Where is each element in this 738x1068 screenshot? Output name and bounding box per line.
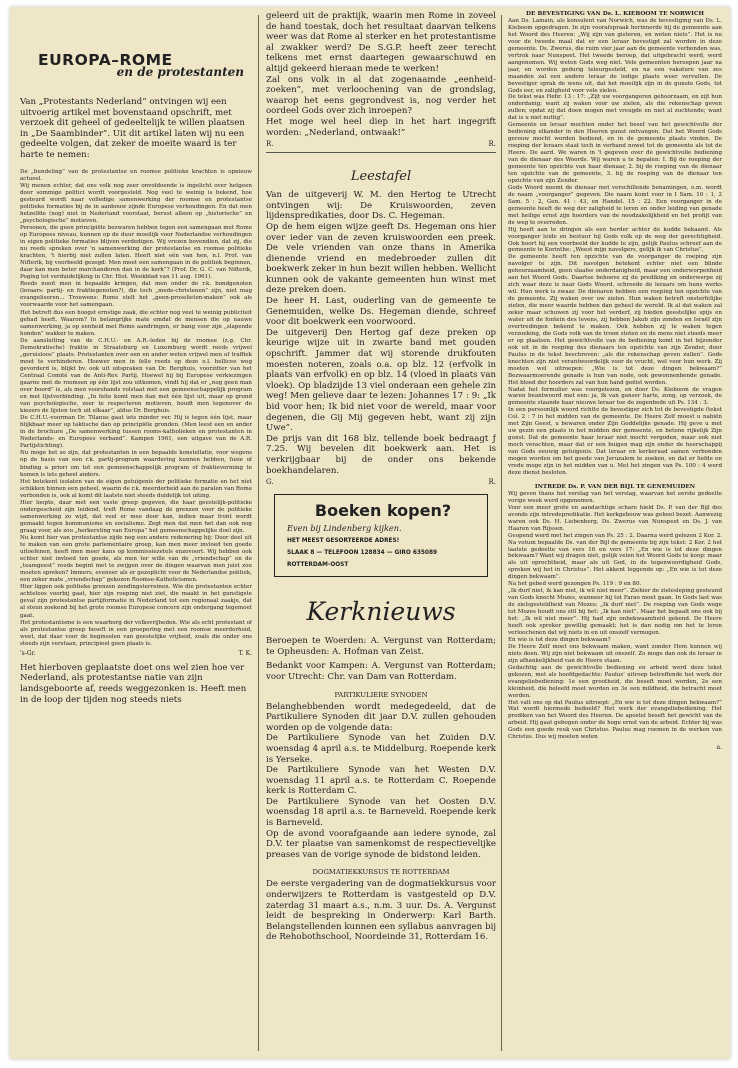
signature-initial: R.	[488, 478, 496, 487]
paragraph: Het betreft dus een hoogst ernstige zaak, die echter nog veel te weinig publiciteit gehad heeft. Waarom? In belangrijke mate omdat de mensen die op nauwe samenwerking, ja op eenheid met Rome aandringen, er bang voor zijn „slapende honden” wakker te maken.	[20, 309, 252, 337]
synoden-body: Belanghebbenden wordt medegedeeld, dat de Partikuliere Synoden dit jaar D.V. zullen gehouden worden op de volgende data: De Partikuliere Synode van het Zuiden D.V. woensdag 4 april a.s. te Middelburg. Roepende kerk is Yerseke. De Partikuliere Synode van het Westen D.V. woensdag 11 april a.s. te Rotterdam C. Roepende kerk is Rotterdam C. De Partikuliere Synode van het Oosten D.V. woensdag 18 april a.s. te Barneveld. Roepende kerk is Barneveld. Op de avond voorafgaande aan iedere synode, zal D.V. ter plaatse van samenkomst de respectievelijke preases van de vorige synode de bidstond leiden.	[266, 701, 496, 860]
article-subtitle: en de protestanten	[116, 65, 244, 79]
newspaper-page	[10, 7, 730, 1059]
bookshop-advertisement	[274, 494, 488, 577]
dogmatiek-body: De eerste vergadering van de dogmatiekkursus voor onderwijzers te Rotterdam is vastgesteld op D.V. zaterdag 31 maart a.s., n.m. 3 uur. Ds. A. Vergunst leidt de bespreking in Onderwerp: Karl Barth. Belangstellenden kunnen een syllabus aanvragen bij de Rehobothschool, Noordeinde 31, Rotterdam 16.	[266, 879, 496, 943]
column-divider	[501, 15, 502, 1051]
signature-initial: R.	[266, 140, 274, 149]
paragraph: Nu moge het so zijn, dat protestanten in een bepaalde konstellatie, voor wegens op de basis van een r.k. partij-program waardering kunnen hebben, fusie of binding a priori om tot een gemeenschappelijk program of fraktievorming te komen is iets geheel anders.	[20, 450, 252, 478]
kerknieuws-heading: Kerknieuws	[306, 597, 456, 627]
paragraph: De „bundeling” van de protestantse en roomse politieke krachten is opnieuw actueel.	[20, 168, 252, 182]
bevestiging-body: Aan Ds. Lamain, als konsulent van Norwich, was de bevestiging van Ds. L. Kieboom opgedragen. In zijn voorafspraak herinnerde hij de gemeente aan het Woord des Heeren: „Wij zijn van gisteren, en weten niets”. Het is nu voor de tweede maal dat er een leraar bevestigd zal worden in deze gemeente. Ds. Zwerus, die ruim vier jaar aan de gemeente verbonden was, vertrok naar Nunspeet. Het tweede beroep, dat uitgebracht werd, werd aangenomen. Wij weten Gods weg niet. Vele gemeenten beroepen jaar na jaar, en worden gedurig teleurgesteld, en na een vakature van zes maanden zal een andere leraar de ledige plaats weer vervullen. De bevestiger sprak de wens uit, dat het moeilijk zijn in de gunste Gods, tot Gods eer, en zaligheid voor vele zielen. De tekst was Hebr. 13 : 17: „Zijt uw voorgangeren gehoorzaam, en zijt hun onderdanig; want zij waken voor uw zielen, als die rekenschap geven zullen; opdat zij dat doen mogen met vreugde en niet al zuchtende; want dat is u niet nuttig”. Gemeente en leraar mochten onder het besef van het gewichtvolle der bediening elkander in den Heeren gunst ontvangen. Dat het Woord Gods gerouw mocht worden bediend, en in de gemeente plaats vinden. De roeping der leraars staat toch in verband nowel tot de gemeente als tot de Heere. De aard. We waren in 't gegeven over de gewichtvolle bediening van de dienaar des Woords. Wij waren u te bepalen: I. Bij de roeping der gemeente ten opzichte van haar dienaar, 2. bij de roeping van de dienaar ten opzichte van de gemeente, 3. bij de roeping van de dienaar ten opzichte van zijn Zender. Gods Woord noemt de dienaar met verschillende benamingen, o.m. wordt de naam „voorganger” gegeven. Die naam komt voor in I Sam. 10 : 1, 2 Sam. 5 : 2, Gen. 41 : 43, en Handel. 15 : 22. Een voorganger in de gemeente heeft de weg der zaligheid te leren en onder leiding van genade met heilige ernst zijn hoorders van de noodzakelijkheid en het profijt van de weg te overreden. Hij heeft aan te dringen als een herder achter de kudde bekaamt. Als voorganger leide en bestuur hij Gods volk op de weg der gerechtigheid. Ook hoort hij een voorbeeld der kudde te zijn, gelijk Paulus schreef aan de gemeente te Korinthe: „Weest mijn navolgers, gelijk ik van Christus”. De gemeente heeft ten opzichte van de voorganger de roeping zijn navolger te zijn. Dit navolgen betekent echter niet een blinde gehoorzaamheid, geen slaafse onderdanigheid, maar een onderworpenheid aan het Woord Gods. Daartoe behoeve zij de prediking en onderwerpe zij zich waar deze is naar Gods Woord, schreede de leraars om huns werks wil. Hun werk is zwaar. De dienaren hebben een roeping ten opzichte van de gemeente. Zij waken over uw zielen. Hun waken betreft onsterfelijke zielen, die meer waarde hebben dan geheel de wereld. Ik al dat waken zal zeker maar schuwen zij voor het verderf, zij hieden geestelijke spijs en water uit de fontein des levens, zij hebben Jakob zijn zonden en Israël zijn overtredingen bekend te maken. Ook hebben zij te waken tegen verzoeking, die Gods volk van de troon stoten en de mens niet steeds meer er op plaatsen. Het gewichtvolle van de bediening komt in het bijzonder ook uit in de roeping des dienaars ten opzichte van zijn Zender, door Paulus in de tekst beschreven: „als die rekenschap geven zullen”. Gods knechten zijn niet verantwoordelijk voor de vrucht, wel voor hun werk. Zij moeten wel uitroepen: „Wie is tot deze dingen bekwaam?” Bezwaarmoerende genade is hun van node, ook gewonnenbende genade. Het bloed der hoorders zal van hun hand geëist worden. Nadat het formulier was voorgelezen, en door Ds. Kieboom de vragen waren beantwoord met een: ja, Ik van ganser harte, zong, op verzoek, de gemeente staande haar nieuwe leraar toe de zegenbede uit Ps. 134 : 3. In een persoonlijk woord richtte de bevestiger zich tot de bevestigde (tekst Col. 2 : 7 in het midden van de gemeente. De Heere Zelf moest u nabiën met Zijn Geest, u bewaren onder Zijn Goddelijke genade. Hij geve u met uw gezin een plaats in het midden der gemeente, en betone rijkelijk Zijn gunst. Dat de gemeente haar leraar niet mocht vergoden, maar ook niet moch verachten, maar dat er een buigen mag zijn onder de heerschappij van Gods eeuwig getuigenis. Dat leraar en kerkeraad samen verbonden mogen worden om het goede van Jeruzalem te zoeken, en dat er liefde en vrede moge zijn in het midden van u. Met het zingen van Ps. 100 : 4 werd deze dienst besloten.	[508, 18, 722, 476]
right-column	[508, 11, 722, 1053]
intrede-heading: INTREDE Ds. P. VAN DER BIJL TE GENEMUIDEN	[534, 483, 696, 490]
ad-city: ROTTERDAM-OOST	[287, 562, 349, 569]
paragraph: Hier loopte, daar met een vaste greep gegeven, die haar geestelijk-politieke ondergescheid zijn leidend, treft Rome vandaag de grenzen voor de politieke samenwerking zo wijd, dat veel er mee door kan, indien maar front wordt gemaakt tegen kommunisme en socialisme. Zegt men dat men het dan ook nog graag voor, als zou „herkersting van Europa” het gemeenschappelijke doel zijn.	[20, 499, 252, 534]
synoden-heading: PARTIKULIERE SYNODEN	[334, 690, 428, 699]
signature-initial: G.	[266, 478, 274, 487]
article-body	[20, 169, 252, 657]
article-intro: Van „Protestants Nederland” ontvingen wij een uitvoerig artikel met bovenstaand opschrift, met verzoek dit geheel of gedeeltelijk te willen plaatsen in „De Saambinder”. Uit dit artikel laten wij nu een gedeelte volgen, dat zeker de moeite waard is ter harte te nemen:	[20, 97, 245, 160]
paragraph: Het protestantisme is een waarborg der volksvrijheden. Wie als echt protestant of als protestantse groep beseft in een groepering met een roomse meerderheid, weet, dat daar voor de beginselen van geestelijke vrijheid, zoals die onder ons steeds zijn verstaan, principieel geen plaats is.	[20, 619, 252, 647]
intrede-body: Wij geven thans het verslag van het verslag, waarvan het eerste gedeelte vorige week werd opgenomen. Voor een meer grote en aandachtige schare hield Ds. P. van der Bijl des avonds zijn intredepredikatie. Het kerkgebouw was geheel bezet. Aanwezig waren ook Ds. H. Liebenberg, Ds. Zwerus van Nunspeet en Ds. J. van Haaren van Rijssen. Geopend werd met het zingen van Ps. 25 : 2. Daarna werd gelezen 2 Kor. 2. Na votum bepaalde Ds. van der Bijl de gemeente bij zijn tekst: 2 Kor. 2 het laatste gedeelte van vers 16 en vers 17: „En wie is tot deze dingen bekwaam? Want wij dragen niet, gelijk velen het Woord Gods te koop: maar als uit oprechtheid, maar als uit God, in de tegenwoordigheid Gods, spreken wij het in Christus”. Het akkent leggende op: „En wie is tot deze dingen bekwaam”. Na het gebed werd gezongen Ps. 119 : 9 en 80. „Ik durf niet, ik kan niet, ik wil niet meer”. Ziehier de zielesleping gesteund van Gods knecht Mozes, wanneer hij tot Farao moet gaan. In Gods last was de zielsgesteldheid van Mozes: „Ik durf niet”. De roeping van Gods wege tot Mozes houdt ons stil bij het: „Ik kan niet”. Maar het bepaalt ons ook bij het: „Ik wil niet meer”. Hij had zijn onbekwaamheid gekend. De Heere heeft ook spreker gewillig gemaakt; het is dan nodig om het te leren verloochenen dat wij niets in en uit onszelf vermogen. En wie is tot deze dingen bekwaam? De Heere Zelf moet ons bekwaam maken, want zonder Hem kunnen wij niets doen. Wij zijn niet bekwaam uit onszelf. Zo moge dan ook de leraar in zijn afhankelijkheid van de Heere staan. Gedachtig aan de gewichtvolle bediening en arbeid werd deze tekst gekozen, met als hoofdgedachte: Paulus' uitroep betreffende het werk der evangeliebediening: 1e een grootheid, die beseft moet worden, 2e een kleinheid, die beleefd moet worden en 3e een mildheid, die betracht moet worden. Het valt ons op dat Paulus uitroept: „En wie is tot deze dingen bekwaam?” Wat wordt hiermede bedoeld? Het werk der evangeliebediening. Het prediken van het Woord des Heeren. De apostel beseft het gewicht van de arbeid. Hij gaat gebogen onder de hoge ernst van de arbeid. Echter bij was Gods een goede reuk van Christus. Paulus mag roemen in de werken van Christus. Dus wij moeten weten	[508, 490, 722, 741]
left-column	[20, 21, 252, 1053]
article-continuation: geleerd uit de praktijk, waarin men Rome in zoveel de hand toestak, doch het resultaat daarvan telkens weer was dat Rome al sterker en het protestantisme al zwakker werd? De S.G.P. heeft zeer terecht telkens met ernst daartegen gewaarschuwd en altijd gekeerd hieraan mede te werken! Zal ons volk in al dat zogenaamde „eenheid-zoeken”, met verloochening van de grondslag, waarop het eens gegrondvest is, nog verder het oordeel Gods over zich inroepen? Het moge wel heel diep in het hart ingegrift worden: „Nederland, ontwaak!”	[266, 11, 496, 138]
paragraph: De C.H.U.-voorman Dr. Tilanus gaat iets minder ver. Hij is tegen één lijst, maar blijkbaar meer op taktische dan op principiële gronden. (Men leest een en ander in de brochure „De samenwerking tussen rooms-katholieken en protestanten in Nederlands- en Europees verband”. Kampen 1961, een uitgave van de A.R. Partijstichting).	[20, 415, 252, 450]
ad-line: HET MEEST GESORTEERDE ADRES!	[287, 538, 400, 545]
page-end-mark: a.	[716, 744, 722, 752]
ad-address: SLAAK 8 — TELEFOON 128834 — GIRO 635089	[287, 550, 438, 557]
signature-initials: T. K.	[238, 649, 252, 657]
center-column	[266, 11, 496, 1053]
dogmatiek-heading: DOGMATIEKKURSUS TE ROTTERDAM	[312, 868, 450, 877]
article-signature	[266, 140, 496, 148]
paragraph: De aansluiting van de C.H.U.- en A.R.-leden bij de roomse (z.g. Chr. Demokratische) fraktie in Straatsburg en Luxemburg wordt reeds vrijwel „geruisloos” plaats. Protestanten over een en ander weten vrijwel men of traffiek moet te verhinderen. Hoewer men in felle reeds op deze o.l. hellicee weg gevorderd is, blijkt bv. ook uit uitspraken van Dr. Berghuis, voorzitter van het Centraal Comité van de Anti-Rev. Partij. Hoewel hij bij Europese verkiezingen gaarne met de roomsen op één lijst zou uitkomen, vindt hij dat er „nog geen man over boord” is, als men voorshands volstaat met een gemeenschappelijk program en met lijstverbinding. „In feite komt men dan met één lijst uit, maar op grond van psychologische, zeer te respecteren motieven, houdt men tegenover de kiezers de lijsten toch uit elkaar”, aldus Dr. Berghuis.	[20, 337, 252, 415]
section-divider	[266, 152, 496, 153]
signature-place: 's-Gr.	[20, 649, 36, 657]
article-title: EUROPA–ROME	[38, 51, 173, 69]
ad-title: Boeken kopen?	[314, 501, 452, 521]
bevestiging-heading: DE BEVESTIGING VAN Ds. L. KIEBOOM TE NORWICH	[526, 11, 704, 17]
paragraph: Reeds nooit men in bepaalde kringen, dat men onder de r.k. bondgenoten (leraars: partij- en fraktiegenoten?), die toch „mede-christenen” zijn, niet mag evangeliseren... Trouwens: Rome stelt het „geen-proselieten-maken” ook als voorwaarde voor het samengaan.	[20, 281, 252, 309]
leestafel-heading: Leestafel	[350, 169, 412, 185]
signature-initial: R.	[488, 140, 496, 149]
paragraph: Wij menen echter, dat ons volk nog zeer onvoldoende is ingelicht over hetgeen door sommige politici wordt voorgesteld. Nog veel te weinig is bekend, hoe gesteurd wordt naar volledige samenwerking der roomse en protestantse politieke formaties bij de in aanbouw zijnde Europese verhoudingen. En dat men hetzelfde (nog) niet in Nederland voorstaat, berust alleen op „historische” en „psychologische” motieven.	[20, 182, 252, 224]
bedankt-text: Bedankt voor Kampen: A. Vergunst van Rotterdam; voor Utrecht: Chr. van Dam van Rotterdam.	[266, 661, 496, 682]
ad-subtitle: Even bij Lindenberg kijken.	[287, 523, 402, 534]
article-signature	[20, 650, 252, 657]
article-outro: Het hierboven geplaatste doet ons wel zien hoe ver Nederland, als protestantse natie van zijn landsgeboorte af, reeds weggezonken is. Heeft men in de loop der tijden nog steeds niets	[20, 662, 247, 705]
leestafel-body: Van de uitgeverij W. M. den Hertog te Utrecht ontvingen wij: De Kruiswoorden, zeven lijdenspredikaties, door Ds. C. Hegeman. Op de hem eigen wijze geeft Ds. Hegeman ons hier over ieder van de zeven kruiswoorden een preek. De vele vrienden van onze thans in Amerika dienende vriend en medebroeder zullen dit boekwerk zeker in hun bezit willen hebben. Wellicht kunnen ook de vakante gemeenten hun winst met deze preken doen. De heer H. Last, ouderling van de gemeente te Genemuiden, welke Ds. Hegeman diende, schreef voor dit boekwerk een voorwoord. De uitgeverij Den Hertog gaf deze preken op keurige wijze uit in zwarte band met gouden opschrift. Jammer dat wij storende drukfouten moesten noteren, zoals o.a. op blz. 12 (erfvolk in plaats van erfvolk) en op blz. 14 (vloed in plaats van vloek). Op bladzijde 13 viel onderaan een gehele zin weg! Men gelieve daar te lezen: Johannes 17 : 9: „Ik bid voor hen; Ik bid niet voor de wereld, maar voor degenen, die Gij Mij gegeven hebt, want zij zijn Uwe”. De prijs van dit 168 blz. tellende boek bedraagt ƒ 7.25. Wij bevelen dit boekwerk aan. Het is verkrijgbaar bij de onder ons bekende boekhandelaren.	[266, 190, 496, 476]
paragraph: Het betekent isolaten van de eigen getuigenis der politieke formatie en het niet schikken binnen een geheel, waarin de r.k. meerderheid aan de paralen van Rome verbonden is, ook al komt dit laatste niet steeds duidelijk tot uiting.	[20, 478, 252, 499]
beroepen-text: Beroepen te Woerden: A. Vergunst van Rotterdam; te Opheusden: A. Hofman van Zeist.	[266, 636, 496, 657]
column-divider	[258, 15, 259, 1051]
review-signature	[266, 478, 496, 486]
paragraph: Nu komt hier van protestantse zijde nog een andere redenering bij: Door deel uit te maken van een grote parlementaire groep, kan men meer invloed ten goede uitoefenen, heeft men meer kans op kommissiezetels enzovoort. Wij hebben ook echter niet invloed ten goede, als men ter wille van de „vriendschap” en de „teamgeest” reeds begint met te zwijgen over de dingen waarvan men juist zou moeten spreken? Immers, eveneer als er gezoplicht voor de Nederlandse politiek, een zeker mate „vriendschap” gekozen Roomse-Katholicismen.	[20, 535, 252, 584]
paragraph: Personen, die geen principiële bezwaren hebben tegen een samengaan met Rome op Europees niveau, kunnen op de duur moeilijk voor Nederlandse verhoudingen in eigen politieke formaties blijven verdedigen. Wij vrezen bovendien, dat zij, die nu reeds spreken over 'n samenwerking der protestantse en roomse politieke krachten, 't hierbij niet zullen laten. Heeft niet eén van hen, n.l. Prof. van Nifterik, bij voorbeeld gezegd: Men moet een samengaan in de politiek beginnen, daar kan men beter marchanderen dan in de kerk”? (Prof. Dr. G. C. van Nifterik, Poging tot verduidelijking in Chr. Hist. Weekblad van 11 aug. 1961).	[20, 224, 252, 281]
paragraph: Hier liggen ook politieke grenzen zendingsterreinen. Wie die protestanten echter achteloos voorbij gaat, hier zijn roeping niet ziet, die maakt in het gunstigste geval zijn protestantse partijformatie in Nederland tot een regionaal zaakje, dat al steun zoekend bij het grote roomse Europese concern zijn ondergang tegemoet gaat.	[20, 584, 252, 619]
